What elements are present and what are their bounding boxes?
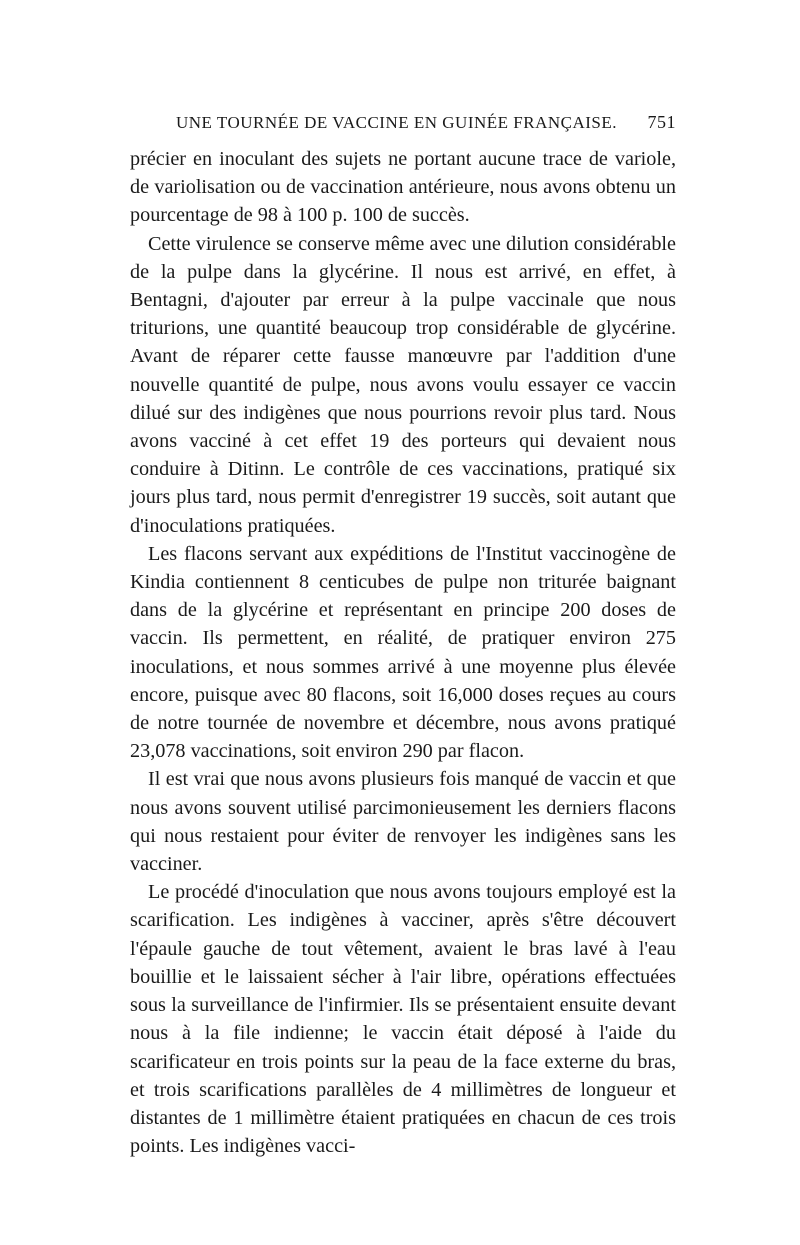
body-text xyxy=(130,145,676,1160)
paragraph: Cette virulence se conserve même avec une dilution considérable de la pulpe dans la glycérine. Il nous est arrivé, en effet, à Bentagni, d'ajouter par erreur à la pulpe vaccinale que nous triturions, une quantité beaucoup trop considérable de glycérine. Avant de réparer cette fausse manœuvre par l'addition d'une nouvelle quantité de pulpe, nous avons voulu essayer ce vaccin dilué sur des indigènes que nous pourrions revoir plus tard. Nous avons vacciné à cet effet 19 des porteurs qui devaient nous conduire à Ditinn. Le contrôle de ces vaccinations, pratiqué six jours plus tard, nous permit d'enregistrer 19 succès, soit autant que d'inoculations pratiquées. xyxy=(130,232,676,537)
paragraph: Les flacons servant aux expéditions de l'Institut vaccinogène de Kindia contiennent 8 centicubes de pulpe non triturée baignant dans de la glycérine et représentant en principe 200 doses de vaccin. Ils permettent, en réalité, de pratiquer environ 275 inoculations, et nous sommes arrivé à une moyenne plus élevée encore, puisque avec 80 flacons, soit 16,000 doses reçues au cours de notre tournée de novembre et décembre, nous avons pratiqué 23,078 vaccinations, soit environ 290 par flacon. xyxy=(130,542,676,763)
paragraph: Il est vrai que nous avons plusieurs fois manqué de vaccin et que nous avons souvent utilisé parcimonieusement les derniers flacons qui nous restaient pour éviter de renvoyer les indigènes sans les vacciner. xyxy=(130,768,676,876)
paragraph: précier en inoculant des sujets ne portant aucune trace de variole, de variolisation ou de vaccination antérieure, nous avons obtenu un pourcentage de 98 à 100 p. 100 de succès. xyxy=(130,148,676,227)
document-page xyxy=(130,112,676,1160)
page-number: 751 xyxy=(647,112,676,132)
paragraph: Le procédé d'inoculation que nous avons toujours employé est la scarification. Les indigènes à vacciner, après s'être découvert l'épaule gauche de tout vêtement, avaient le bras lavé à l'eau bouillie et le laissaient sécher à l'air libre, opérations effectuées sous la surveillance de l'infirmier. Ils se présentaient ensuite devant nous à la file indienne; le vaccin était déposé à l'aide du scarificateur en trois points sur la peau de la face externe du bras, et trois scarifications parallèles de 4 millimètres de longueur et distantes de 1 millimètre étaient pratiquées en chacun de ces trois points. Les indigènes vacci- xyxy=(130,881,676,1158)
running-header xyxy=(176,112,676,133)
running-title: UNE TOURNÉE DE VACCINE EN GUINÉE FRANÇAISE. xyxy=(176,113,617,132)
